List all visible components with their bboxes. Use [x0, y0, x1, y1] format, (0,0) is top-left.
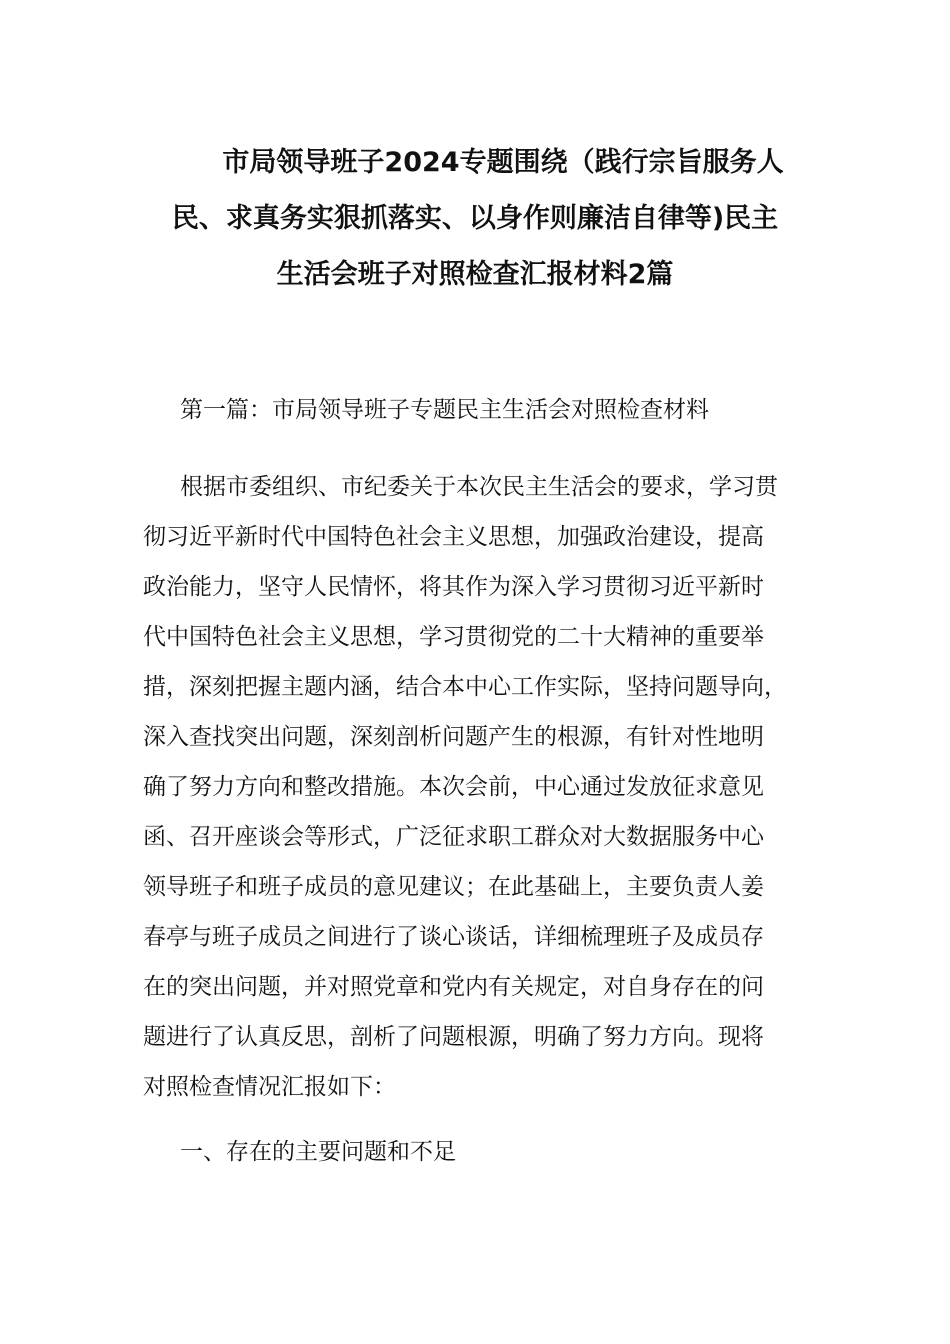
title-line-1: 市局领导班子2024专题围绕（践行宗旨服务人	[222, 147, 784, 178]
paragraph-line: 函、召开座谈会等形式，广泛征求职工群众对大数据服务中心	[143, 824, 764, 850]
paragraph-line: 对照检查情况汇报如下：	[143, 1074, 396, 1100]
title-line-3: 生活会班子对照检查汇报材料2篇	[276, 259, 674, 290]
paragraph-line: 深入查找突出问题，深刻剖析问题产生的根源，有针对性地明	[143, 724, 764, 750]
body-paragraph	[143, 462, 823, 1112]
sub-heading: 一、存在的主要问题和不足	[180, 1139, 456, 1165]
paragraph-line: 在的突出问题，并对照党章和党内有关规定，对自身存在的问	[143, 974, 764, 1000]
section-heading: 第一篇：市局领导班子专题民主生活会对照检查材料	[180, 397, 709, 423]
paragraph-line: 代中国特色社会主义思想，学习贯彻党的二十大精神的重要举	[143, 624, 764, 650]
paragraph-line: 确了努力方向和整改措施。本次会前，中心通过发放征求意见	[143, 774, 764, 800]
paragraph-line: 春亭与班子成员之间进行了谈心谈话，详细梳理班子及成员存	[143, 924, 764, 950]
paragraph-line: 领导班子和班子成员的意见建议；在此基础上，主要负责人姜	[143, 874, 764, 900]
paragraph-line: 根据市委组织、市纪委关于本次民主生活会的要求，学习贯	[180, 474, 778, 500]
paragraph-line: 政治能力，坚守人民情怀，将其作为深入学习贯彻习近平新时	[143, 574, 764, 600]
paragraph-line: 措，深刻把握主题内涵，结合本中心工作实际，坚持问题导向，	[143, 674, 787, 700]
title-line-2: 民、求真务实狠抓落实、以身作则廉洁自律等)民主	[171, 203, 779, 234]
paragraph-line: 彻习近平新时代中国特色社会主义思想，加强政治建设，提高	[143, 524, 764, 550]
document-title	[140, 135, 810, 303]
paragraph-line: 题进行了认真反思，剖析了问题根源，明确了努力方向。现将	[143, 1024, 764, 1050]
